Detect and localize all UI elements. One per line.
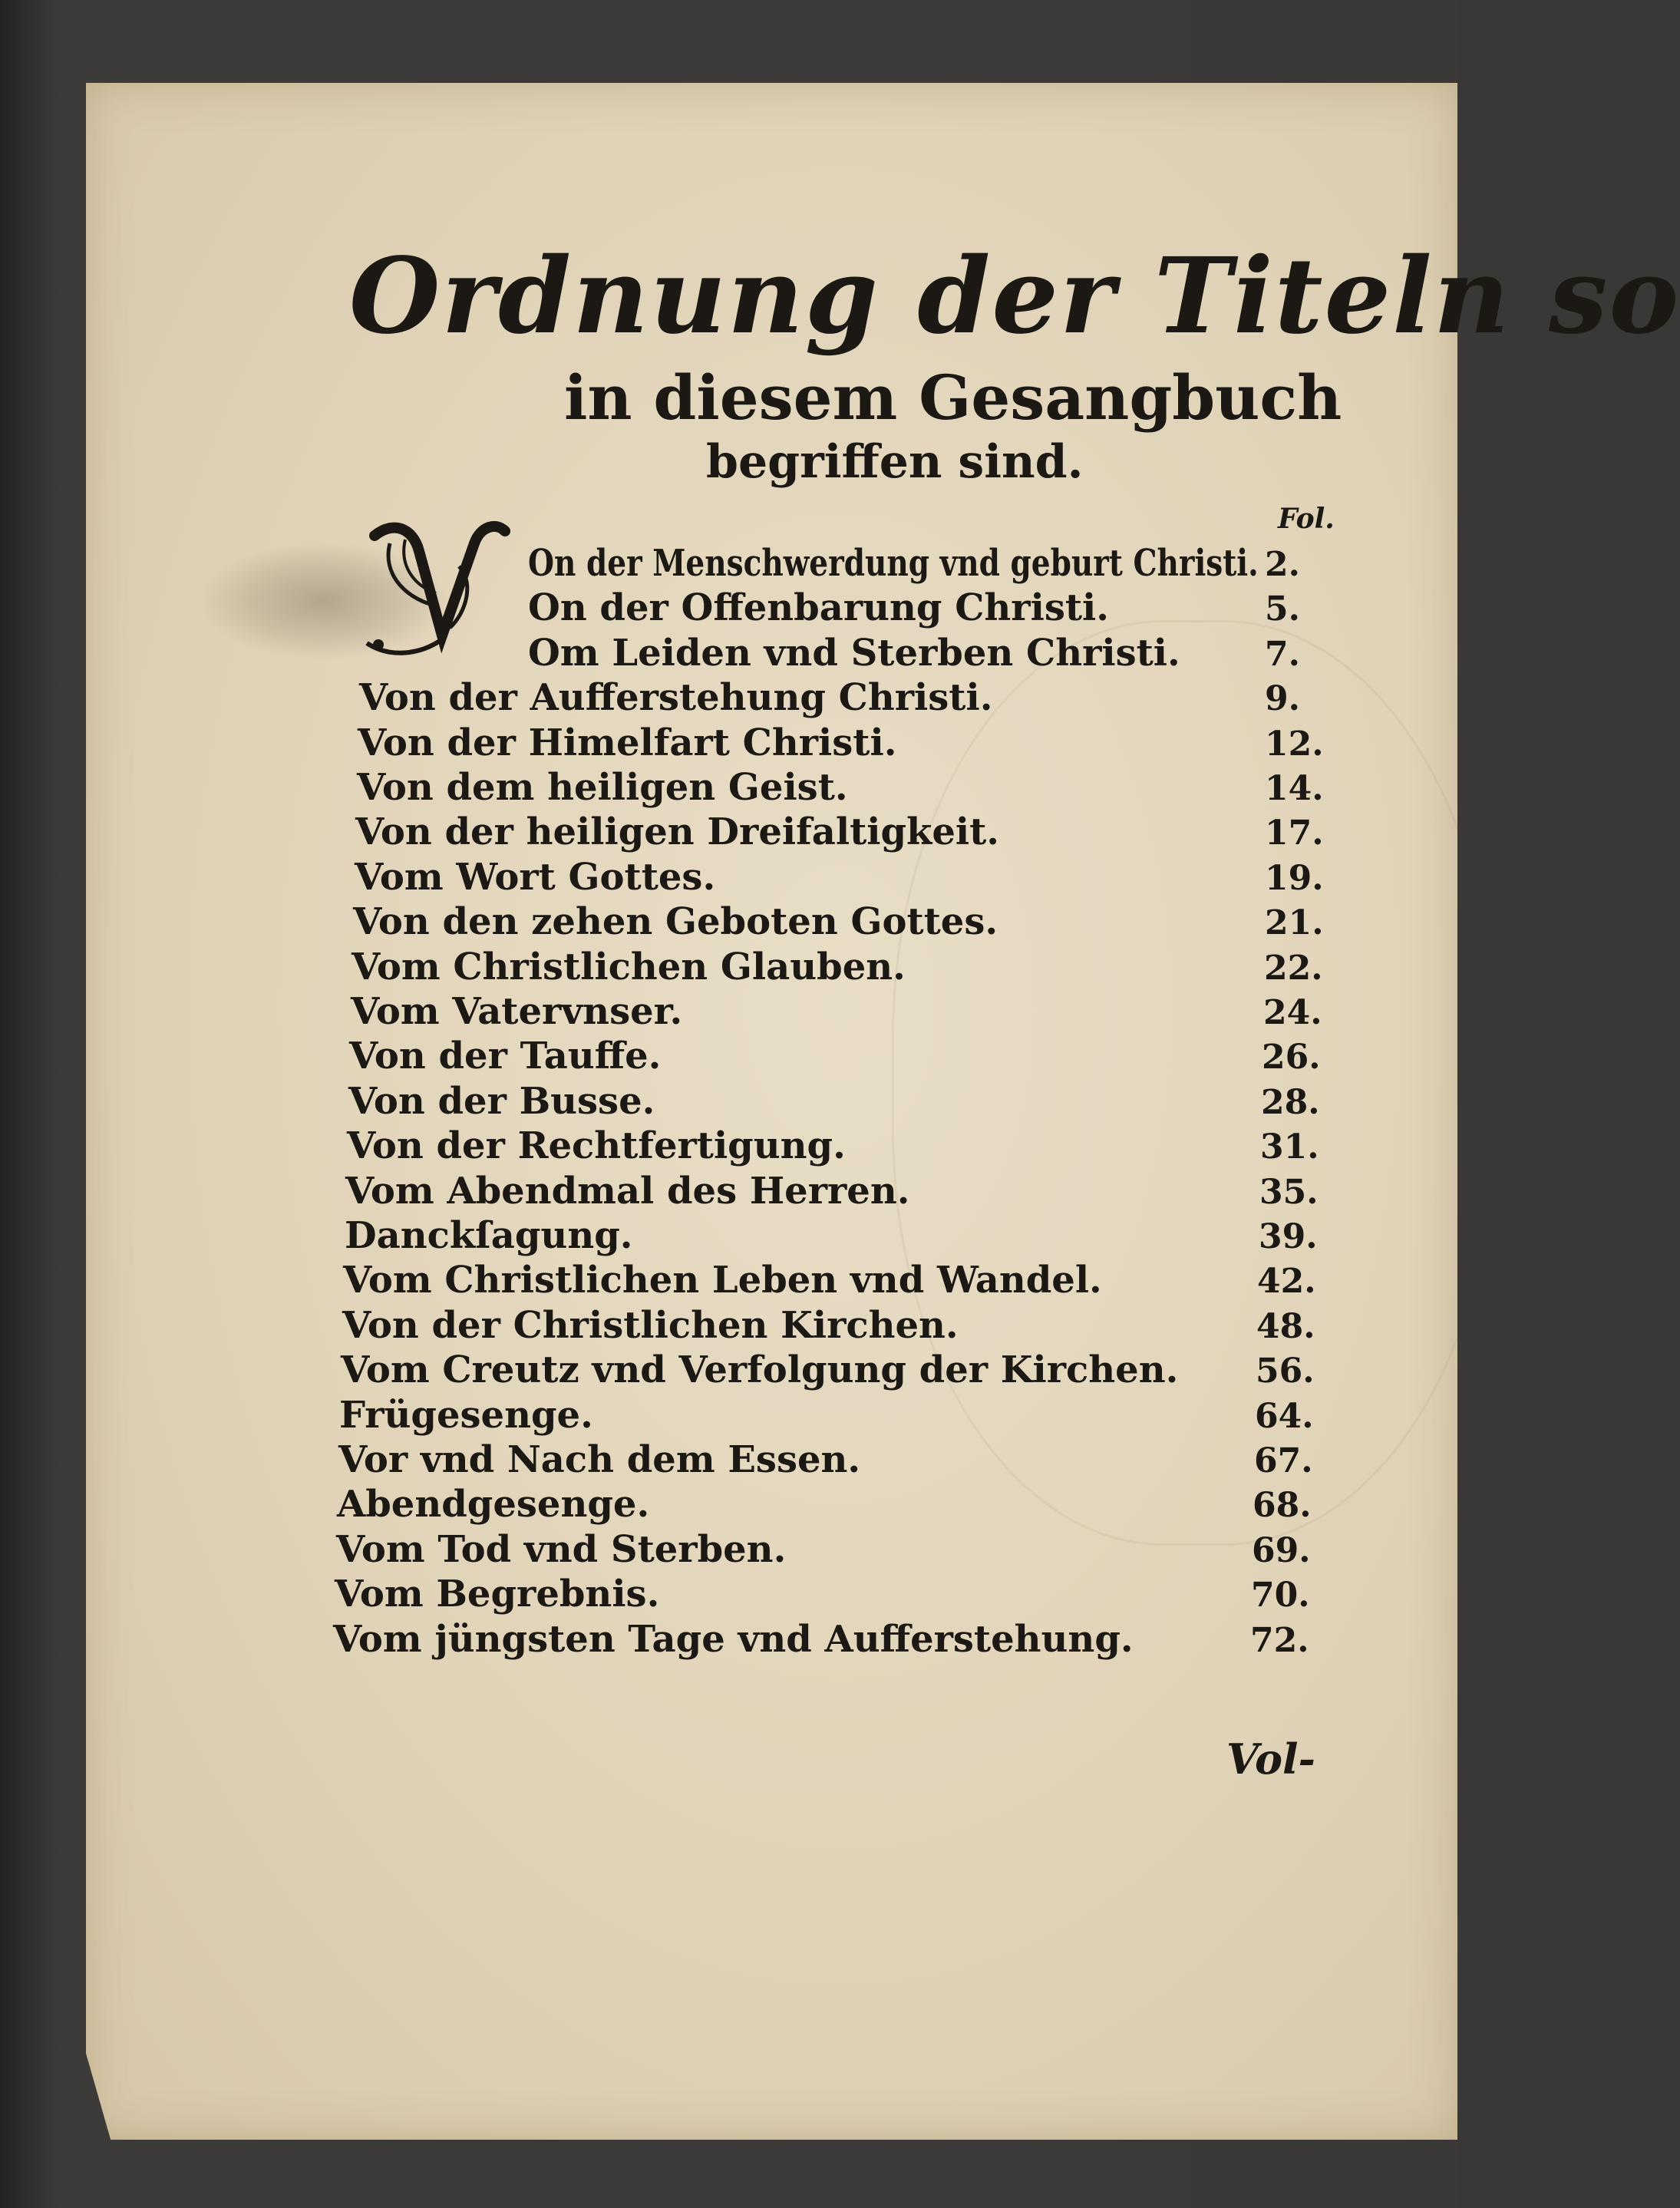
folio-column-header: Fol. xyxy=(1278,503,1335,535)
toc-entry-title: Von der Tauffe. xyxy=(349,1035,662,1078)
toc-entry-title: Om Leiden vnd Sterben Christi. xyxy=(528,631,1180,675)
toc-entry-title: Von der Busse. xyxy=(348,1079,655,1123)
toc-entry-folio: 19. xyxy=(1265,858,1324,898)
toc-entry-title: Von der heiligen Dreifaltigkeit. xyxy=(355,810,999,854)
toc-entry-folio: 7. xyxy=(1265,634,1300,674)
catchword: Vol- xyxy=(1226,1734,1315,1784)
toc-entry-folio: 12. xyxy=(1265,724,1324,764)
page-subtitle: in diesem Gesangbuch xyxy=(564,361,1342,434)
toc-entry-folio: 67. xyxy=(1254,1441,1313,1480)
toc-entry-folio: 21. xyxy=(1265,903,1324,943)
toc-entry-folio: 26. xyxy=(1262,1038,1321,1078)
toc-entry-folio: 24. xyxy=(1263,993,1322,1032)
toc-entry-folio: 64. xyxy=(1255,1396,1314,1436)
decorated-initial-v xyxy=(359,513,513,666)
toc-entry-folio: 28. xyxy=(1261,1082,1320,1122)
toc-entry-title: Danckſagung. xyxy=(345,1214,633,1257)
toc-entry-title: Vom Begrebnis. xyxy=(335,1573,660,1616)
page-title: Ordnung der Titeln so xyxy=(349,235,1680,358)
toc-entry-folio: 72. xyxy=(1250,1620,1309,1660)
toc-entry-title: Vom Vatervnser. xyxy=(351,990,683,1033)
toc-entry-title: Vom Christlichen Glauben. xyxy=(352,945,906,988)
toc-entry-folio: 39. xyxy=(1259,1217,1318,1256)
toc-entry-title: Von der Himelfart Christi. xyxy=(358,721,897,764)
toc-entry-title: Vom Tod vnd Sterben. xyxy=(336,1527,787,1571)
toc-entry-title: Vom Creutz vnd Verfolgung der Kirchen. xyxy=(341,1348,1179,1392)
toc-entry-title: Vom Christlichen Leben vnd Wandel. xyxy=(343,1259,1102,1302)
toc-entry-title: Vom Abendmal des Herren. xyxy=(345,1169,910,1213)
toc-entry-folio: 42. xyxy=(1257,1262,1316,1302)
toc-entry-title: Von den zehen Geboten Gottes. xyxy=(353,900,998,944)
toc-entry-title: Von der Christlichen Kirchen. xyxy=(342,1303,959,1347)
page-subtitle-2: begriffen sind. xyxy=(706,435,1084,489)
toc-entry-folio: 70. xyxy=(1251,1576,1310,1616)
toc-entry-title: Abendgesenge. xyxy=(337,1483,650,1526)
toc-entry-title: On der Offenbarung Christi. xyxy=(528,586,1109,630)
toc-entry-folio: 31. xyxy=(1260,1127,1319,1167)
toc-entry-title: Vom jüngsten Tage vnd Aufferstehung. xyxy=(333,1617,1134,1661)
toc-entry-title: Von der Aufferstehung Christi. xyxy=(359,676,993,720)
toc-entry-folio: 22. xyxy=(1264,948,1323,988)
toc-entry-title: Vom Wort Gottes. xyxy=(355,855,716,899)
toc-entry-title: Vor vnd Nach dem Essen. xyxy=(338,1438,861,1481)
toc-entry-title: Von dem heiligen Geist. xyxy=(357,766,848,809)
toc-entry-folio: 2. xyxy=(1265,545,1300,584)
toc-entry-folio: 9. xyxy=(1265,679,1300,719)
toc-entry-title: Frügesenge. xyxy=(339,1393,593,1437)
toc-entry-folio: 17. xyxy=(1265,814,1324,853)
toc-entry-folio: 48. xyxy=(1256,1306,1315,1346)
toc-entry-folio: 69. xyxy=(1252,1530,1311,1570)
toc-entry-folio: 56. xyxy=(1256,1352,1315,1391)
toc-entry-title: On der Menschwerdung vnd geburt Christi. xyxy=(528,542,1259,585)
toc-entry-folio: 14. xyxy=(1265,769,1324,808)
toc-entry-folio: 68. xyxy=(1253,1486,1312,1526)
toc-entry-folio: 35. xyxy=(1259,1172,1319,1212)
toc-entry-folio: 5. xyxy=(1265,589,1300,629)
toc-entry-title: Von der Rechtfertigung. xyxy=(347,1124,846,1168)
